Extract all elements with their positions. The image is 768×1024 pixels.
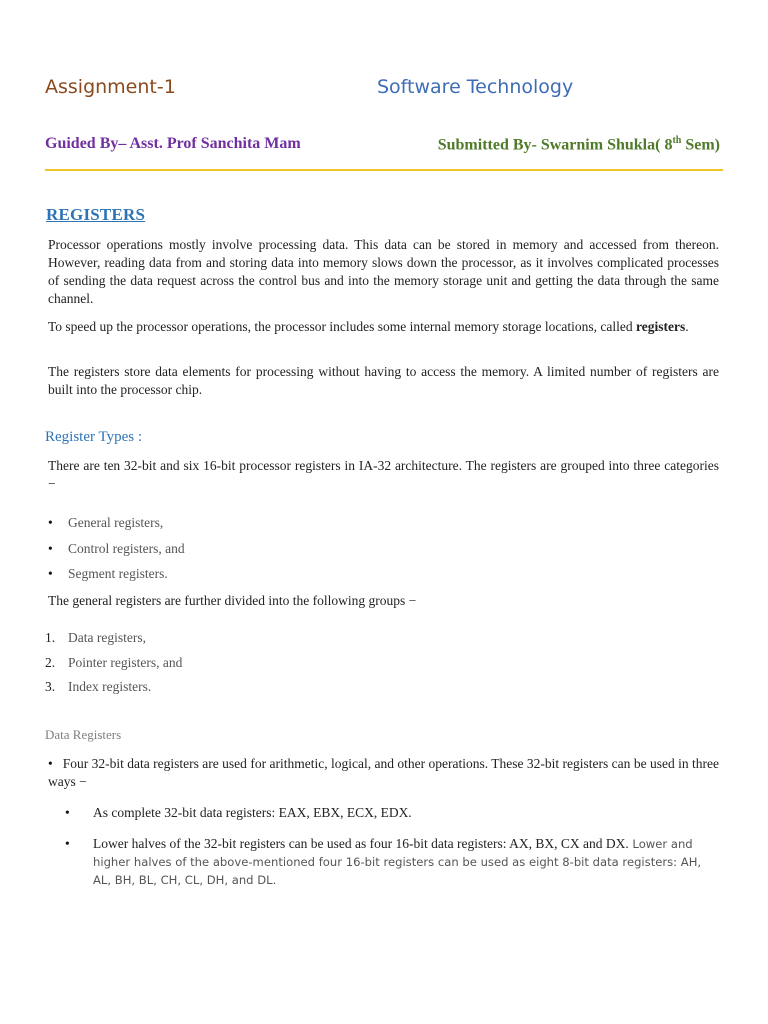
assignment-title: Assignment-1 <box>45 76 176 98</box>
register-types-heading: Register Types : <box>45 429 142 445</box>
list-label: Pointer registers, and <box>68 654 183 670</box>
registers-bold: registers <box>636 319 686 334</box>
list-item: • General registers, <box>48 514 185 540</box>
list-item-sans: Lower and higher halves of the above-mentioned four 16-bit registers can be used as eight 8-bit data registers: AH, AL, BH, BL, CH, CL, DH, and DL. <box>93 837 702 887</box>
list-item-serif: Lower halves of the 32-bit registers can be used as four 16-bit data registers: AX, BX, CX and DX. <box>93 836 629 851</box>
list-number: 3. <box>45 679 56 694</box>
paragraph-speed <box>48 318 719 336</box>
subject-title: Software Technology <box>377 76 574 98</box>
list-item <box>45 629 182 654</box>
submitted-by-prefix: Submitted By- Swarnim Shukla( 8 <box>437 136 673 154</box>
list-item: • As complete 32-bit data registers: EAX, EBX, ECX, EDX. <box>65 804 719 835</box>
submitted-by-sup: th <box>672 135 682 146</box>
list-item <box>45 654 182 679</box>
list-item <box>45 678 182 703</box>
list-number: 1. <box>45 630 56 645</box>
register-types-intro: There are ten 32-bit and six 16-bit processor registers in IA-32 architecture. The registers are grouped into three categories − <box>48 458 719 491</box>
paragraph-intro: Processor operations mostly involve processing data. This data can be stored in memory and accessed from thereon. However, reading data from and storing data into memory slows down the processor, as it involves complicated processes of sending the data request across the control bus and into the memory storage unit and getting the data through the same channel. <box>48 237 719 306</box>
list-number: 2. <box>45 654 56 670</box>
data-register-uses <box>65 804 719 889</box>
data-registers-intro-text: Four 32-bit data registers are used for arithmetic, logical, and other operations. These 32-bit registers can be used in three ways − <box>48 756 719 789</box>
data-registers-heading: Data Registers <box>45 727 122 742</box>
list-item: • Control registers, and <box>48 540 185 566</box>
paragraph-store: The registers store data elements for processing without having to access the memory. A limited number of registers are built into the processor chip. <box>48 364 719 397</box>
category-list <box>48 514 185 591</box>
guided-by: Guided By– Asst. Prof Sanchita Mam <box>45 135 301 152</box>
list-label: Data registers, <box>68 630 146 645</box>
submitted-by <box>438 135 720 154</box>
registers-heading: REGISTERS <box>46 205 146 224</box>
groups-intro: The general registers are further divided into the following groups − <box>48 593 417 608</box>
paragraph-speed-end: . <box>685 319 689 334</box>
group-list <box>45 629 182 703</box>
data-registers-intro <box>48 755 719 791</box>
header-divider <box>45 169 723 171</box>
list-item <box>65 835 719 889</box>
list-label: Index registers. <box>68 679 152 694</box>
bullet-glyph: • <box>48 756 53 771</box>
submitted-by-suffix: Sem) <box>681 136 720 154</box>
list-item: • Segment registers. <box>48 565 185 591</box>
paragraph-speed-text: To speed up the processor operations, the processor includes some internal memory storage locations, called <box>48 319 637 334</box>
